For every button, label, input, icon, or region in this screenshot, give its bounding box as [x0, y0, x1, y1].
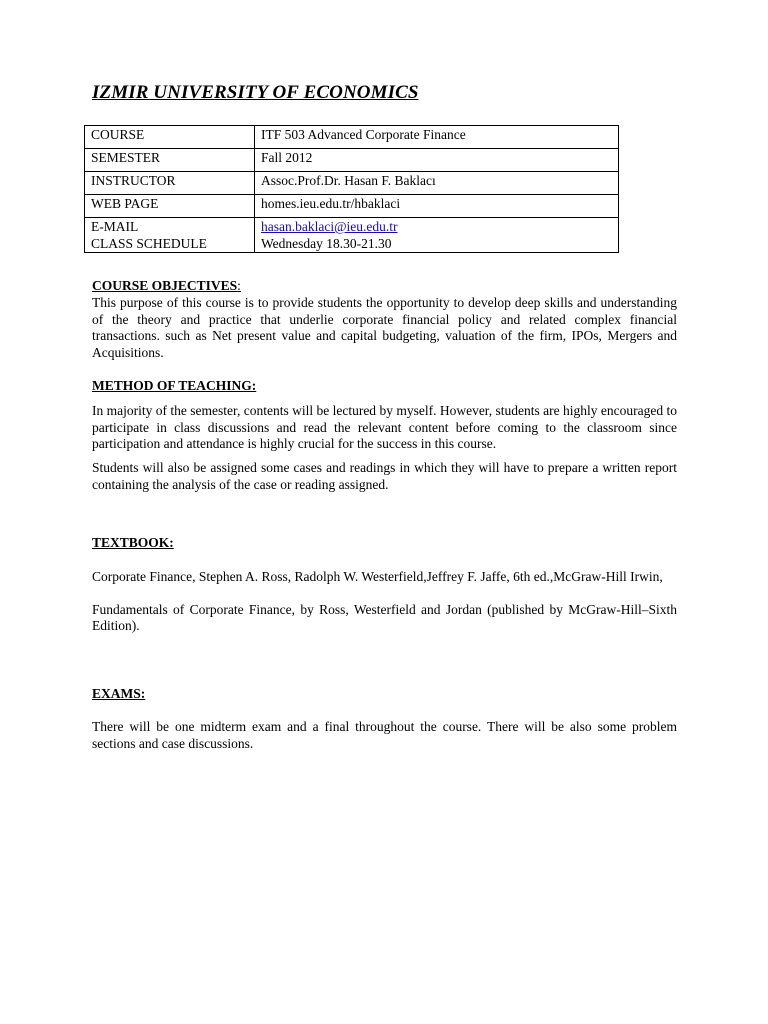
objectives-heading-colon: :: [237, 278, 241, 293]
email-label: E-MAIL: [85, 218, 255, 236]
objectives-section: [92, 278, 677, 362]
instructor-value: Assoc.Prof.Dr. Hasan F. Baklacı: [255, 172, 619, 195]
textbook-heading: TEXTBOOK:: [92, 535, 174, 550]
objectives-heading: [92, 278, 677, 295]
course-label: COURSE: [85, 126, 255, 149]
table-row: [85, 218, 619, 236]
course-value: ITF 503 Advanced Corporate Finance: [255, 126, 619, 149]
university-title: IZMIR UNIVERSITY OF ECONOMICS: [92, 82, 419, 103]
objectives-text: This purpose of this course is to provide students the opportunity to develop deep skills and understanding of the theory and practice that underlie corporate financial policy and related complex financial transactions. such as Net present value and capital budgeting, valuation of the firm, IPOs, Mergers and Acquisitions.: [92, 294, 677, 361]
objectives-heading-text: COURSE OBJECTIVES: [92, 278, 238, 293]
semester-label: SEMESTER: [85, 149, 255, 172]
method-section: [92, 378, 677, 494]
exams-section: [92, 686, 677, 752]
table-row: [85, 235, 619, 253]
schedule-label: CLASS SCHEDULE: [85, 235, 255, 253]
course-info-table: [84, 125, 619, 253]
semester-value: Fall 2012: [255, 149, 619, 172]
textbook-entry-2: Fundamentals of Corporate Finance, by Ross, Westerfield and Jordan (published by McGraw-Hill–Sixth Edition).: [92, 601, 677, 634]
webpage-label: WEB PAGE: [85, 195, 255, 218]
table-row: [85, 172, 619, 195]
email-link[interactable]: hasan.baklaci@ieu.edu.tr: [261, 219, 398, 234]
method-paragraph-2: Students will also be assigned some cases and readings in which they will have to prepare a written report containing the analysis of the case or reading assigned.: [92, 460, 677, 492]
exams-heading: EXAMS:: [92, 686, 146, 701]
instructor-label: INSTRUCTOR: [85, 172, 255, 195]
textbook-section: [92, 535, 677, 635]
schedule-value: Wednesday 18.30-21.30: [255, 235, 619, 253]
webpage-value: homes.ieu.edu.tr/hbaklaci: [255, 195, 619, 218]
table-row: [85, 195, 619, 218]
table-row: [85, 149, 619, 172]
textbook-entry-1: Corporate Finance, Stephen A. Ross, Radolph W. Westerfield,Jeffrey F. Jaffe, 6th ed.,McGraw-Hill Irwin,: [92, 568, 663, 584]
table-row: [85, 126, 619, 149]
exams-text: There will be one midterm exam and a final throughout the course. There will be also some problem sections and case discussions.: [92, 718, 677, 751]
method-paragraph-1: In majority of the semester, contents will be lectured by myself. However, students are highly encouraged to participate in class discussions and read the relevant content before coming to the classroom since participation and attendance is highly crucial for the success in this course.: [92, 402, 677, 452]
email-cell: [255, 218, 619, 236]
method-heading: METHOD OF TEACHING:: [92, 378, 257, 393]
